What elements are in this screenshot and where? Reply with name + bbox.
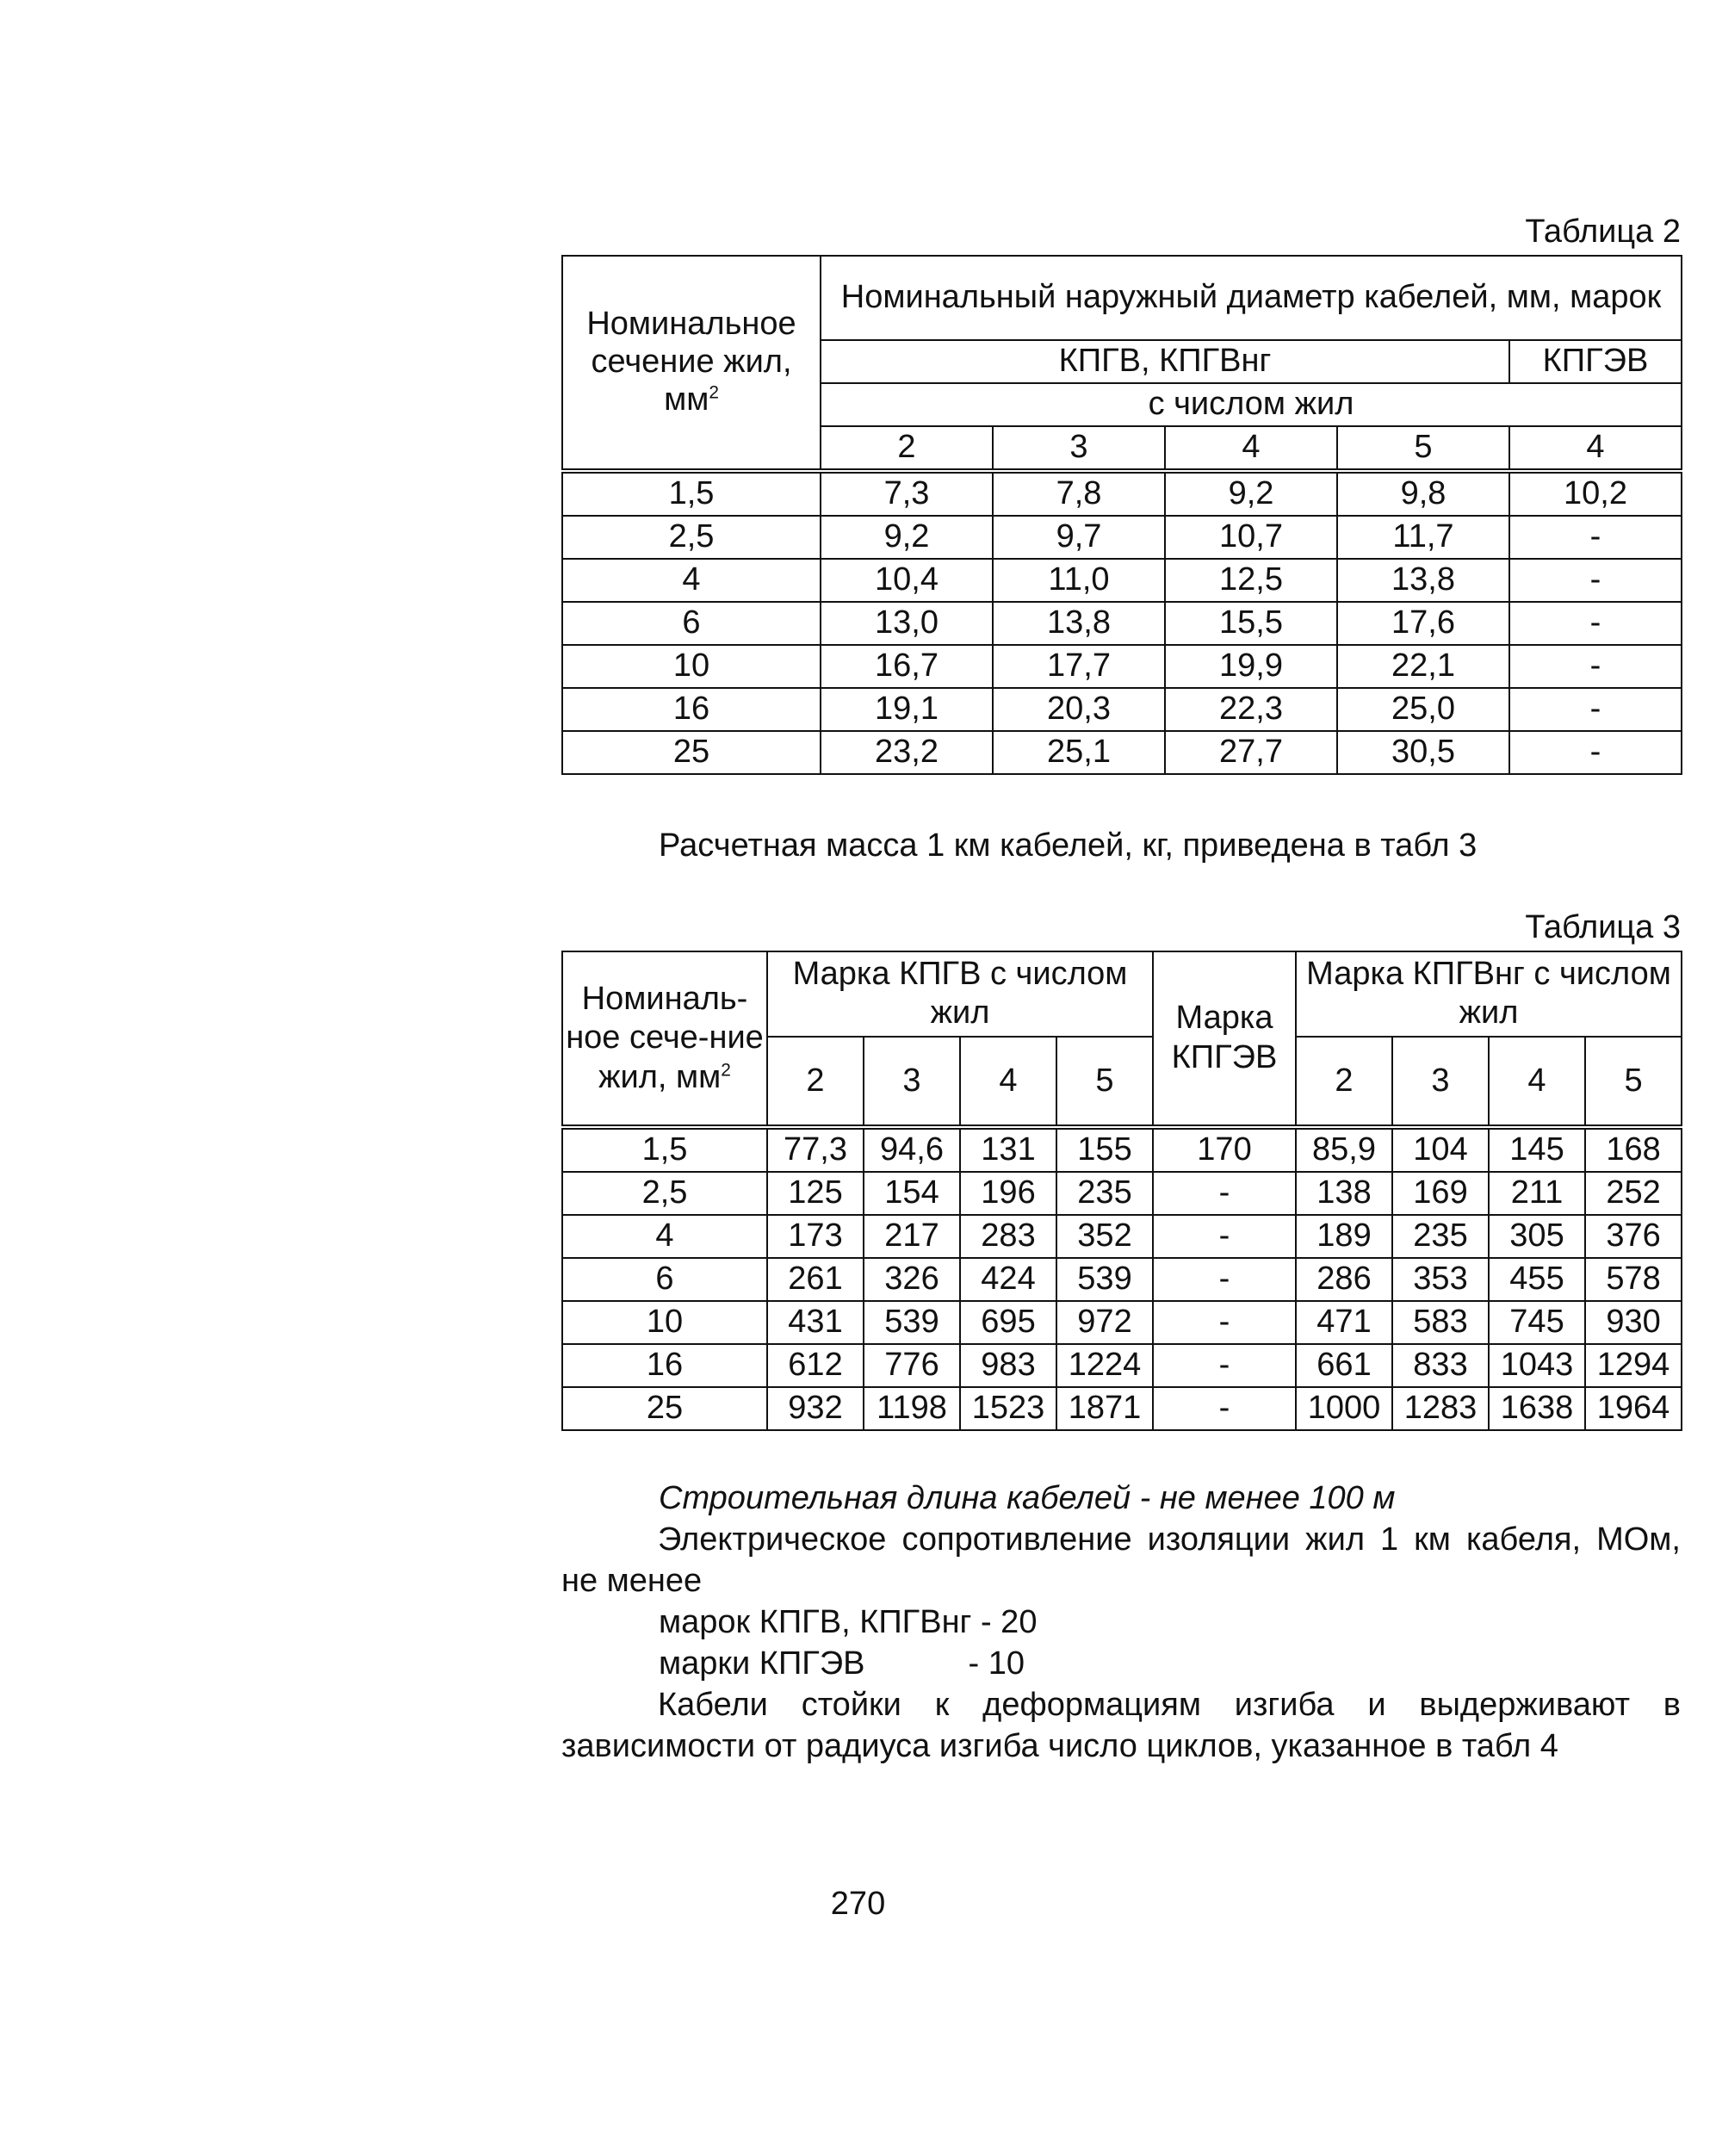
table2-cores-cell: 3 <box>993 426 1165 471</box>
table3-cell: - <box>1153 1215 1296 1258</box>
table2-cell: 13,8 <box>1337 559 1509 602</box>
table3-cell: - <box>1153 1258 1296 1301</box>
table2-row <box>562 688 1682 731</box>
table2-cell: 25 <box>562 731 821 774</box>
table2-cell: 17,6 <box>1337 602 1509 645</box>
brands-b-text <box>659 1643 1025 1684</box>
table3-cell: 211 <box>1489 1172 1585 1215</box>
table3-cell: 189 <box>1296 1215 1392 1258</box>
table2-cell: 6 <box>562 602 821 645</box>
table3-cell: 1224 <box>1056 1344 1153 1387</box>
table2-cell: - <box>1509 645 1682 688</box>
table3-cell: 353 <box>1392 1258 1489 1301</box>
table3-cell: 932 <box>767 1387 864 1430</box>
table3-cell: 217 <box>864 1215 960 1258</box>
table3-cell: 170 <box>1153 1127 1296 1172</box>
table3-cell: 235 <box>1056 1172 1153 1215</box>
table2-cores-cell: 4 <box>1165 426 1337 471</box>
table3-cell: 539 <box>864 1301 960 1344</box>
table3-cell: 376 <box>1585 1215 1682 1258</box>
table2-section-header <box>562 256 821 471</box>
table3-cell: 94,6 <box>864 1127 960 1172</box>
table2-cores-cell: 5 <box>1337 426 1509 471</box>
table2-row <box>562 602 1682 645</box>
table2-cell: 10,7 <box>1165 516 1337 559</box>
table3-row <box>562 1258 1682 1301</box>
table2-brand-a: КПГВ, КПГВнг <box>821 340 1509 383</box>
table3-cell: - <box>1153 1172 1296 1215</box>
table2-cell: 22,3 <box>1165 688 1337 731</box>
table3-cell: 85,9 <box>1296 1127 1392 1172</box>
table2-section-unit: мм <box>664 381 709 418</box>
table3-cell: 583 <box>1392 1301 1489 1344</box>
table3-cell: 173 <box>767 1215 864 1258</box>
table2-cell: 17,7 <box>993 645 1165 688</box>
table3-cell: 145 <box>1489 1127 1585 1172</box>
table3-cell: 612 <box>767 1344 864 1387</box>
table2-cell: - <box>1509 516 1682 559</box>
table3-row <box>562 1301 1682 1344</box>
table2-cell: 22,1 <box>1337 645 1509 688</box>
table3-block <box>561 911 1681 1431</box>
table2-cell: 23,2 <box>821 731 993 774</box>
table3-cell: 1638 <box>1489 1387 1585 1430</box>
table2-brand-b: КПГЭВ <box>1509 340 1682 383</box>
table2-cell: 9,8 <box>1337 471 1509 516</box>
table2-cell: 15,5 <box>1165 602 1337 645</box>
table3-cell: 77,3 <box>767 1127 864 1172</box>
table3-cell: 305 <box>1489 1215 1585 1258</box>
table2-cell: 11,7 <box>1337 516 1509 559</box>
table3-cell: 1198 <box>864 1387 960 1430</box>
table2-cell: 12,5 <box>1165 559 1337 602</box>
table3-cores-cell: 2 <box>767 1037 864 1127</box>
table2-cores-cell: 4 <box>1509 426 1682 471</box>
table2-cell: 13,8 <box>993 602 1165 645</box>
table3-cell: 286 <box>1296 1258 1392 1301</box>
mass-note: Расчетная масса 1 км кабелей, кг, приведена в табл 3 <box>659 827 1477 864</box>
table2-cell: - <box>1509 688 1682 731</box>
table3-cell: 471 <box>1296 1301 1392 1344</box>
table2-cell: 10 <box>562 645 821 688</box>
table3-cell: 168 <box>1585 1127 1682 1172</box>
table3-cell: 455 <box>1489 1258 1585 1301</box>
table3-cell: 1,5 <box>562 1127 767 1172</box>
table3-cell: 431 <box>767 1301 864 1344</box>
table3-cell: 138 <box>1296 1172 1392 1215</box>
table3-cell: 776 <box>864 1344 960 1387</box>
table2-row <box>562 471 1682 516</box>
table3-cell: 10 <box>562 1301 767 1344</box>
table3-cores-cell: 5 <box>1585 1037 1682 1127</box>
table3-cell: 4 <box>562 1215 767 1258</box>
table3-cell: 1964 <box>1585 1387 1682 1430</box>
resistance-text: Электрическое сопротивление изоляции жил 1 км кабеля, МОм, не менее <box>561 1521 1681 1599</box>
table3-cell: 695 <box>960 1301 1056 1344</box>
table3-cell: 352 <box>1056 1215 1153 1258</box>
table3-cell: 930 <box>1585 1301 1682 1344</box>
table3-cell: 25 <box>562 1387 767 1430</box>
table2-cell: 20,3 <box>993 688 1165 731</box>
table2-row <box>562 559 1682 602</box>
table3-cell: 745 <box>1489 1301 1585 1344</box>
table2-cell: 16,7 <box>821 645 993 688</box>
table3-row <box>562 1387 1682 1430</box>
table2-cell: 4 <box>562 559 821 602</box>
table3-cell: 1294 <box>1585 1344 1682 1387</box>
table3-section-header <box>562 951 767 1127</box>
table3-cell: - <box>1153 1344 1296 1387</box>
table2-cell: 9,7 <box>993 516 1165 559</box>
brands-a-text: марок КПГВ, КПГВнг - 20 <box>659 1604 1038 1640</box>
table3-cores-cell: 5 <box>1056 1037 1153 1127</box>
table2-cell: 13,0 <box>821 602 993 645</box>
table2-row <box>562 731 1682 774</box>
table2-cell: 25,1 <box>993 731 1165 774</box>
bending-text: Кабели стойки к деформациям изгиба и выдерживают в зависимости от радиуса изгиба число циклов, указанное в табл 4 <box>561 1687 1681 1764</box>
table3-cell: - <box>1153 1387 1296 1430</box>
table2-cell: 9,2 <box>1165 471 1337 516</box>
table2-cell: 11,0 <box>993 559 1165 602</box>
table2-caption: Таблица 2 <box>1525 214 1681 250</box>
table3-cell: 1043 <box>1489 1344 1585 1387</box>
table3-cell: 1000 <box>1296 1387 1392 1430</box>
table3-cell: 169 <box>1392 1172 1489 1215</box>
table3-cores-cell: 3 <box>1392 1037 1489 1127</box>
table3-cell: 125 <box>767 1172 864 1215</box>
table3-cell: 661 <box>1296 1344 1392 1387</box>
table3-caption: Таблица 3 <box>1525 909 1681 945</box>
table2-cell: 7,3 <box>821 471 993 516</box>
table3 <box>561 951 1682 1431</box>
table2-cell: 19,1 <box>821 688 993 731</box>
table3-cores-cell: 3 <box>864 1037 960 1127</box>
table2-cell: 9,2 <box>821 516 993 559</box>
table3-cell: 155 <box>1056 1127 1153 1172</box>
table2 <box>561 255 1682 775</box>
table3-brand-kpgvng: Марка КПГВнг с числом жил <box>1296 951 1682 1037</box>
table2-section-label: Номинальное сечение жил, <box>586 306 796 381</box>
brands-b-label: марки КПГЭВ <box>659 1645 865 1682</box>
table2-block <box>561 215 1681 775</box>
table3-cell: 1523 <box>960 1387 1056 1430</box>
table3-cell: 154 <box>864 1172 960 1215</box>
table2-cell: 10,2 <box>1509 471 1682 516</box>
table3-cell: 283 <box>960 1215 1056 1258</box>
table2-cell: - <box>1509 731 1682 774</box>
table3-cell: 833 <box>1392 1344 1489 1387</box>
table3-cell: 539 <box>1056 1258 1153 1301</box>
table3-row <box>562 1127 1682 1172</box>
page-number: 270 <box>830 1886 886 1922</box>
table3-section-unit: мм <box>676 1058 722 1095</box>
table3-cell: 235 <box>1392 1215 1489 1258</box>
table3-cores-cell: 4 <box>1489 1037 1585 1127</box>
table3-row <box>562 1172 1682 1215</box>
table3-cell: 261 <box>767 1258 864 1301</box>
table3-cell: 983 <box>960 1344 1056 1387</box>
table3-cell: 424 <box>960 1258 1056 1301</box>
table2-cell: 10,4 <box>821 559 993 602</box>
table2-cores-cell: 2 <box>821 426 993 471</box>
table2-cell: - <box>1509 602 1682 645</box>
table3-row <box>562 1215 1682 1258</box>
table2-diameter-title: Номинальный наружный диаметр кабелей, мм, марок <box>821 256 1682 340</box>
table2-cell: - <box>1509 559 1682 602</box>
table3-section-unit-sup: 2 <box>721 1060 731 1081</box>
table3-cell: 196 <box>960 1172 1056 1215</box>
table3-cell: 104 <box>1392 1127 1489 1172</box>
table2-cores-label: с числом жил <box>821 383 1682 426</box>
table2-cell: 19,9 <box>1165 645 1337 688</box>
table2-cell: 27,7 <box>1165 731 1337 774</box>
table3-cell: 578 <box>1585 1258 1682 1301</box>
table3-brand-kpgv: Марка КПГВ с числом жил <box>767 951 1153 1037</box>
table3-cell: 326 <box>864 1258 960 1301</box>
build-length-text: Строительная длина кабелей - не менее 100 м <box>659 1480 1396 1516</box>
table2-cell: 1,5 <box>562 471 821 516</box>
brands-b-value: - 10 <box>968 1645 1025 1682</box>
table3-cell: 2,5 <box>562 1172 767 1215</box>
table3-cell: 1283 <box>1392 1387 1489 1430</box>
table3-cores-cell: 4 <box>960 1037 1056 1127</box>
table3-cores-cell: 2 <box>1296 1037 1392 1127</box>
table2-cell: 25,0 <box>1337 688 1509 731</box>
table2-cell: 30,5 <box>1337 731 1509 774</box>
table3-cell: 131 <box>960 1127 1056 1172</box>
table2-row <box>562 516 1682 559</box>
table2-cell: 16 <box>562 688 821 731</box>
table2-row <box>562 645 1682 688</box>
table2-section-unit-sup: 2 <box>709 382 719 403</box>
table3-cell: 6 <box>562 1258 767 1301</box>
table3-cell: 972 <box>1056 1301 1153 1344</box>
table3-brand-kpgev: Марка КПГЭВ <box>1153 951 1296 1127</box>
table3-row <box>562 1344 1682 1387</box>
table3-cell: 16 <box>562 1344 767 1387</box>
table3-cell: - <box>1153 1301 1296 1344</box>
table2-cell: 2,5 <box>562 516 821 559</box>
table2-cell: 7,8 <box>993 471 1165 516</box>
table3-cell: 1871 <box>1056 1387 1153 1430</box>
table3-section-label: Номиналь-ное сече-ние жил, <box>566 980 764 1095</box>
table3-cell: 252 <box>1585 1172 1682 1215</box>
